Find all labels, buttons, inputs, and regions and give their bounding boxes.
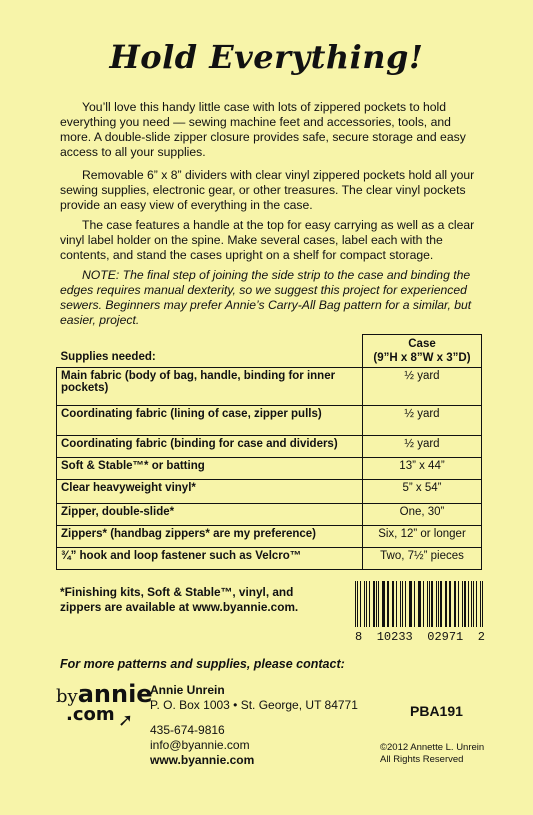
table-row — [57, 406, 482, 436]
barcode-stripe — [468, 581, 469, 627]
barcode-stripe — [436, 581, 437, 627]
dividers-paragraph — [60, 168, 480, 213]
barcode-stripe — [396, 581, 397, 627]
barcode-stripe — [414, 581, 415, 627]
barcode-stripe — [431, 581, 433, 627]
cursor-arrow-icon: ➚ — [118, 710, 134, 730]
barcode — [355, 581, 485, 644]
barcode-digit-group: 02971 — [427, 630, 464, 644]
barcode-stripe — [402, 581, 403, 627]
supply-item: ¾” hook and loop fastener such as Velcro™ — [57, 548, 363, 570]
barcode-bars — [355, 581, 485, 627]
barcode-stripe — [410, 581, 412, 627]
barcode-stripe — [471, 581, 472, 627]
barcode-stripe — [464, 581, 466, 627]
barcode-stripe — [409, 581, 410, 627]
supply-amount: Six, 12” or longer — [363, 526, 482, 548]
barcode-stripe — [383, 581, 385, 627]
barcode-stripe — [427, 581, 428, 627]
barcode-stripe — [373, 581, 374, 627]
barcode-stripe — [440, 581, 441, 627]
table-row — [57, 548, 482, 570]
barcode-stripe — [476, 581, 477, 627]
barcode-digits — [355, 630, 485, 644]
logo-by: by — [56, 686, 78, 707]
contact-address: P. O. Box 1003 • St. George, UT 84771 — [150, 698, 358, 712]
supply-amount: One, 30” — [363, 504, 482, 526]
barcode-stripe — [429, 581, 430, 627]
barcode-stripe — [360, 581, 361, 627]
barcode-digit-group: 8 — [355, 630, 363, 644]
supply-item: Soft & Stable™* or batting — [57, 458, 363, 480]
barcode-stripe — [458, 581, 459, 627]
contact-email[interactable]: info@byannie.com — [150, 738, 250, 752]
barcode-stripe — [378, 581, 379, 627]
note-paragraph — [60, 268, 480, 328]
page-title: Hold Everything! — [109, 38, 424, 76]
table-row — [57, 436, 482, 458]
supply-item: Zipper, double-slide* — [57, 504, 363, 526]
pattern-number: PBA191 — [410, 703, 463, 719]
supply-amount: ½ yard — [363, 436, 482, 458]
barcode-stripe — [462, 581, 463, 627]
dividers-text: Removable 6” x 8” dividers with clear vinyl zippered pockets hold all your sewing supplies, electronic gear, or other treasures. The clear vinyl pockets provide an easy view of everything in the case. — [60, 168, 475, 212]
byannie-logo — [56, 680, 153, 730]
supply-item: Zippers* (handbag zippers* are my preference) — [57, 526, 363, 548]
barcode-stripe — [454, 581, 455, 627]
barcode-stripe — [455, 581, 456, 627]
contact-website[interactable]: www.byannie.com — [150, 753, 255, 767]
barcode-stripe — [419, 581, 420, 627]
address-block — [150, 683, 358, 713]
barcode-digit-group: 10233 — [376, 630, 413, 644]
table-row — [57, 368, 482, 406]
contact-phone: 435-674-9816 — [150, 723, 225, 737]
copyright-block — [380, 742, 484, 766]
barcode-stripe — [449, 581, 450, 627]
barcode-stripe — [480, 581, 481, 627]
table-row — [57, 480, 482, 504]
barcode-stripe — [392, 581, 393, 627]
supplies-needed-label: Supplies needed: — [57, 335, 363, 368]
table-row — [57, 526, 482, 548]
barcode-stripe — [357, 581, 358, 627]
barcode-stripe — [438, 581, 439, 627]
barcode-digit-group: 2 — [477, 630, 485, 644]
supply-amount: ½ yard — [363, 406, 482, 436]
supply-item: Coordinating fabric (binding for case and dividers) — [57, 436, 363, 458]
barcode-stripe — [418, 581, 419, 627]
logo-com: .com — [66, 704, 115, 725]
barcode-stripe — [393, 581, 394, 627]
logo-annie: annie — [77, 680, 153, 708]
supply-amount: Two, 7½” pieces — [363, 548, 482, 570]
supply-amount: 5” x 54” — [363, 480, 482, 504]
rights-text: All Rights Reserved — [380, 754, 464, 765]
case-column-header — [363, 335, 482, 368]
supply-item: Clear heavyweight vinyl* — [57, 480, 363, 504]
supplies-table — [56, 334, 482, 570]
barcode-stripe — [376, 581, 377, 627]
kits-note: *Finishing kits, Soft & Stable™, vinyl, and zippers are available at www.byannie.com. — [60, 585, 299, 614]
barcode-stripe — [364, 581, 366, 627]
supply-amount: 13” x 44” — [363, 458, 482, 480]
table-row — [57, 504, 482, 526]
barcode-stripe — [445, 581, 446, 627]
barcode-stripe — [369, 581, 370, 627]
barcode-stripe — [366, 581, 367, 627]
contact-name: Annie Unrein — [150, 683, 225, 697]
copyright-text: ©2012 Annette L. Unrein — [380, 742, 485, 753]
barcode-stripe — [405, 581, 406, 627]
case-column-title: Case — [408, 338, 436, 350]
contact-heading: For more patterns and supplies, please contact: — [60, 657, 345, 671]
intro-text: You’ll love this handy little case with lots of zippered pockets to hold everything you need — sewing machine feet and accessories, tools, and more. A double-slide zipper closure provides safe, secure storage and easy access to all your supplies. — [60, 100, 466, 159]
supply-amount: ½ yard — [363, 368, 482, 406]
table-header-row — [57, 335, 482, 368]
contact-details — [150, 723, 254, 768]
case-column-size: (9”H x 8”W x 3”D) — [373, 352, 471, 364]
barcode-stripe — [446, 581, 447, 627]
supply-item: Coordinating fabric (lining of case, zipper pulls) — [57, 406, 363, 436]
barcode-stripe — [355, 581, 356, 627]
features-text: The case features a handle at the top for easy carrying as well as a clear vinyl label holder on the spine. Make several cases, label each with the contents, and stand the cases upright on a shelf for compact storage. — [60, 218, 475, 262]
barcode-stripe — [482, 581, 483, 627]
supply-item: Main fabric (body of bag, handle, binding for inner pockets) — [57, 368, 363, 406]
barcode-stripe — [423, 581, 424, 627]
barcode-stripe — [382, 581, 383, 627]
barcode-stripe — [473, 581, 474, 627]
intro-paragraph — [60, 100, 480, 160]
note-text: NOTE: The final step of joining the side strip to the case and binding the edges requires manual dexterity, so we suggest this project for experienced sewers. Beginners may prefer Annie’s Carry-All Bag pattern for a similar, but easier, project. — [60, 268, 472, 327]
table-row — [57, 458, 482, 480]
barcode-stripe — [400, 581, 401, 627]
barcode-stripe — [387, 581, 388, 627]
features-paragraph — [60, 218, 480, 263]
